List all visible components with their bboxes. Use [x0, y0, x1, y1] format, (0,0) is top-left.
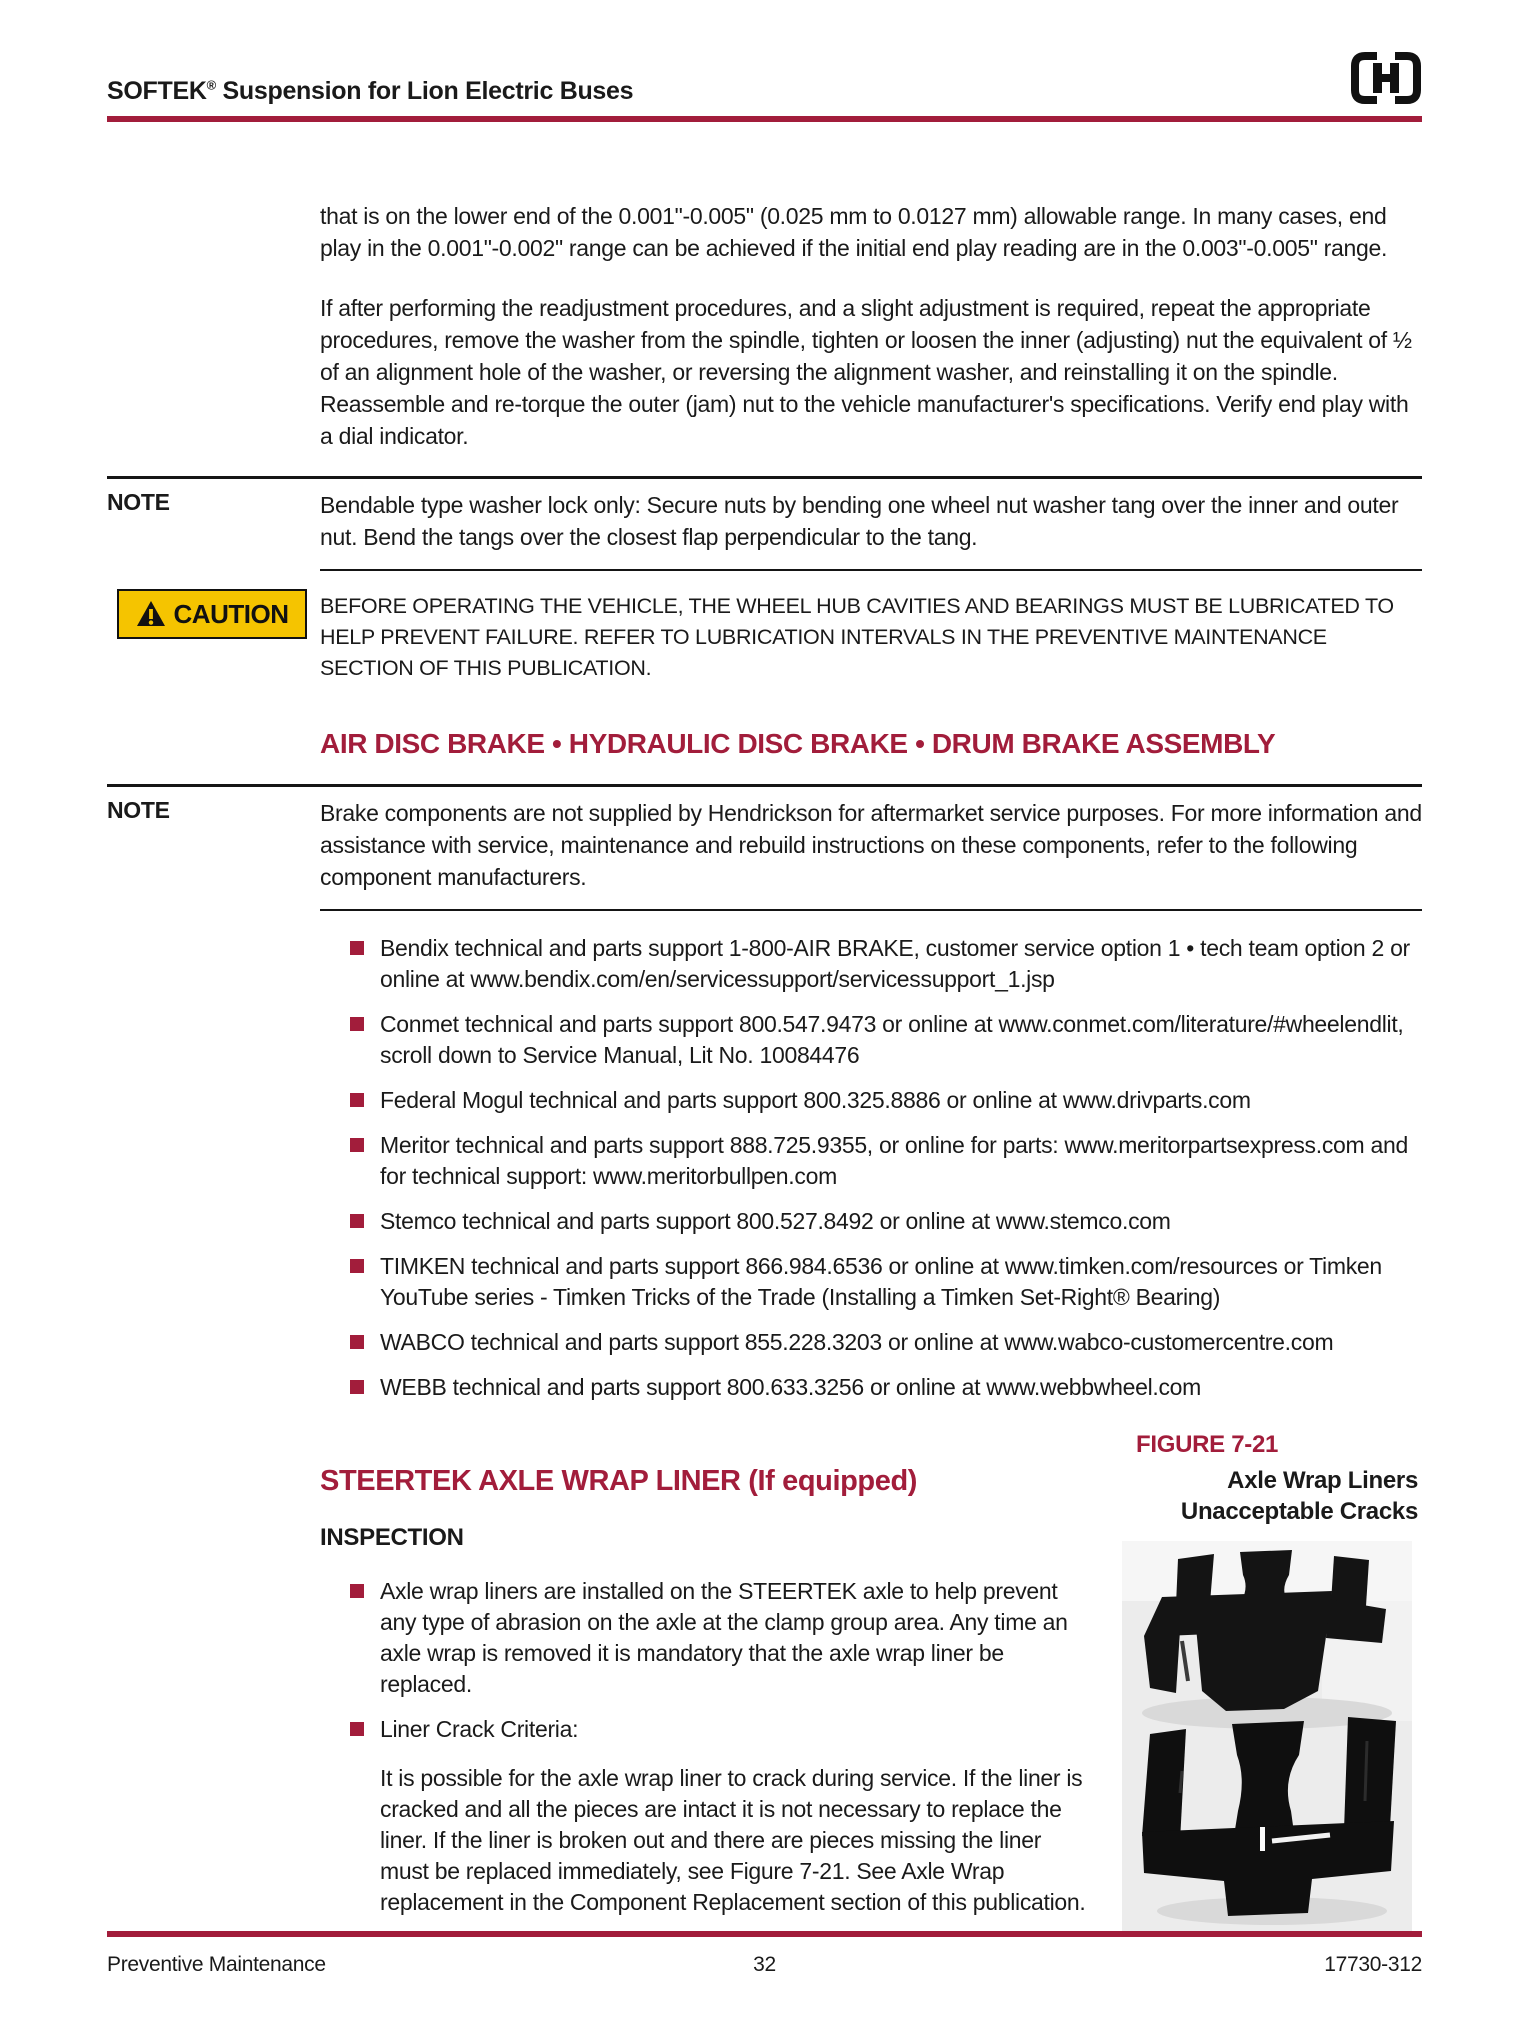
- steertek-section: [107, 1431, 1422, 1931]
- intro-paragraph-1: that is on the lower end of the 0.001"-0.005" (0.025 mm to 0.0127 mm) allowable range. In many cases, end play in the 0.001"-0.002" range can be achieved if the initial end play reading are in the 0.003"-0.005" range.: [320, 203, 1388, 261]
- caution-block: [107, 589, 1422, 684]
- note-text: Brake components are not supplied by Hendrickson for aftermarket service purposes. For more information and assistance with service, maintenance and rebuild instructions on these components, refer to the following component manufacturers.: [320, 787, 1422, 911]
- bullet-icon: [350, 1722, 364, 1736]
- list-item-bendix: [320, 933, 1422, 995]
- axle-wrap-liner-photo: [1122, 1541, 1412, 1931]
- hendrickson-logo-icon: [1350, 50, 1422, 106]
- caution-label: CAUTION: [173, 598, 289, 629]
- intro-paragraph-2: If after performing the readjustment procedures, and a slight adjustment is required, repeat the appropriate procedures, remove the washer from the spindle, tighten or loosen the inner (adjusting) nut the equivalent of ½ of an alignment hole of the washer, or reversing the alignment washer, and reinstalling it on the spindle. Reassemble and re-torque the outer (jam) nut to the vehicle manufacturer's specifications. Verify end play with a dial indicator.: [320, 295, 1412, 449]
- brake-section-heading: AIR DISC BRAKE • HYDRAULIC DISC BRAKE • DRUM BRAKE ASSEMBLY: [320, 728, 1276, 759]
- footer-doc-number: 17730-312: [1324, 1953, 1422, 1976]
- bullet-icon: [350, 1335, 364, 1349]
- figure-caption-line2: Unacceptable Cracks: [1180, 1498, 1418, 1525]
- steertek-heading: STEERTEK AXLE WRAP LINER (If equipped): [320, 1465, 918, 1497]
- list-item-text: Conmet technical and parts support 800.547.9473 or online at www.conmet.com/literature/#wheelendlit, scroll down to Service Manual, Lit No. 10084476: [380, 1011, 1404, 1068]
- intro-section: [107, 122, 1422, 452]
- warning-triangle-icon: [136, 600, 166, 628]
- list-item-meritor: [320, 1130, 1422, 1192]
- list-item-text: WEBB technical and parts support 800.633.3256 or online at www.webbwheel.com: [380, 1374, 1202, 1400]
- bullet-icon: [350, 1584, 364, 1598]
- list-item-text: TIMKEN technical and parts support 866.984.6536 or online at www.timken.com/resources or Timken YouTube series - Timken Tricks of the Trade (Installing a Timken Set-Right® Bearing): [380, 1253, 1382, 1310]
- inspection-list: [320, 1576, 1090, 1745]
- list-item-conmet: [320, 1009, 1422, 1071]
- bullet-icon: [350, 1138, 364, 1152]
- liner-crack-paragraph: It is possible for the axle wrap liner to crack during service. If the liner is cracked and all the pieces are intact it is not necessary to replace the liner. If the liner is broken out and there are pieces missing the liner must be replaced immediately, see Figure 7-21. See Axle Wrap replacement in the Component Replacement section of this publication.: [380, 1765, 1086, 1915]
- list-item-text: WABCO technical and parts support 855.228.3203 or online at www.wabco-customercentre.com: [380, 1329, 1334, 1355]
- list-item-stemco: [320, 1206, 1422, 1237]
- manufacturer-list: [320, 933, 1422, 1403]
- inspection-heading: INSPECTION: [320, 1524, 464, 1551]
- page-title-name: SOFTEK: [107, 77, 207, 105]
- caution-text: BEFORE OPERATING THE VEHICLE, THE WHEEL HUB CAVITIES AND BEARINGS MUST BE LUBRICATED TO HELP PREVENT FAILURE. REFER TO LUBRICATION INTERVALS IN THE PREVENTIVE MAINTENANCE SECTION OF THIS PUBLICATION.: [320, 594, 1394, 680]
- list-item-timken: [320, 1251, 1422, 1313]
- bullet-icon: [350, 1017, 364, 1031]
- bullet-icon: [350, 1259, 364, 1273]
- footer-page-number: 32: [753, 1953, 776, 1976]
- list-item-liner-crack: [320, 1714, 1090, 1745]
- bullet-icon: [350, 1214, 364, 1228]
- list-item-wabco: [320, 1327, 1422, 1358]
- list-item-axle-wrap: [320, 1576, 1090, 1700]
- note-text: Bendable type washer lock only: Secure nuts by bending one wheel nut washer tang over the inner and outer nut. Bend the tangs over the closest flap perpendicular to the tang.: [320, 479, 1422, 571]
- figure-caption-line1: Axle Wrap Liners: [1227, 1467, 1418, 1494]
- figure-column: [1122, 1431, 1422, 1931]
- list-item-text: Stemco technical and parts support 800.527.8492 or online at www.stemco.com: [380, 1208, 1171, 1234]
- list-item-federal-mogul: [320, 1085, 1422, 1116]
- bullet-icon: [350, 1093, 364, 1107]
- registered-mark: ®: [206, 77, 216, 93]
- note-label: NOTE: [107, 797, 170, 823]
- figure-caption: [1122, 1465, 1422, 1527]
- page-title: [107, 77, 633, 106]
- list-item-text: Bendix technical and parts support 1-800-AIR BRAKE, customer service option 1 • tech team option 2 or online at www.bendix.com/en/servicessupport/servicessupport_1.jsp: [380, 935, 1410, 992]
- list-item-text: Meritor technical and parts support 888.725.9355, or online for parts: www.meritorpartsexpress.com and for technical support: www.meritorbullpen.com: [380, 1132, 1408, 1189]
- bullet-icon: [350, 941, 364, 955]
- list-item-webb: [320, 1372, 1422, 1403]
- page-footer: [107, 1931, 1422, 2021]
- list-item-text: Liner Crack Criteria:: [380, 1716, 579, 1742]
- list-item-text: Federal Mogul technical and parts support 800.325.8886 or online at www.drivparts.com: [380, 1087, 1251, 1113]
- note-label: NOTE: [107, 489, 170, 515]
- page-title-rest: Suspension for Lion Electric Buses: [215, 77, 634, 105]
- note-block-1: [107, 476, 1422, 571]
- caution-box: [117, 589, 307, 639]
- bullet-icon: [350, 1380, 364, 1394]
- note-block-2: [107, 784, 1422, 911]
- list-item-text: Axle wrap liners are installed on the STEERTEK axle to help prevent any type of abrasion on the axle at the clamp group area. Any time an axle wrap is removed it is mandatory that the axle wrap liner be replaced.: [380, 1578, 1068, 1697]
- footer-section-name: Preventive Maintenance: [107, 1953, 326, 1976]
- page-header: [107, 0, 1422, 122]
- figure-label: FIGURE 7-21: [1136, 1431, 1279, 1458]
- steertek-text-column: [320, 1431, 1090, 1931]
